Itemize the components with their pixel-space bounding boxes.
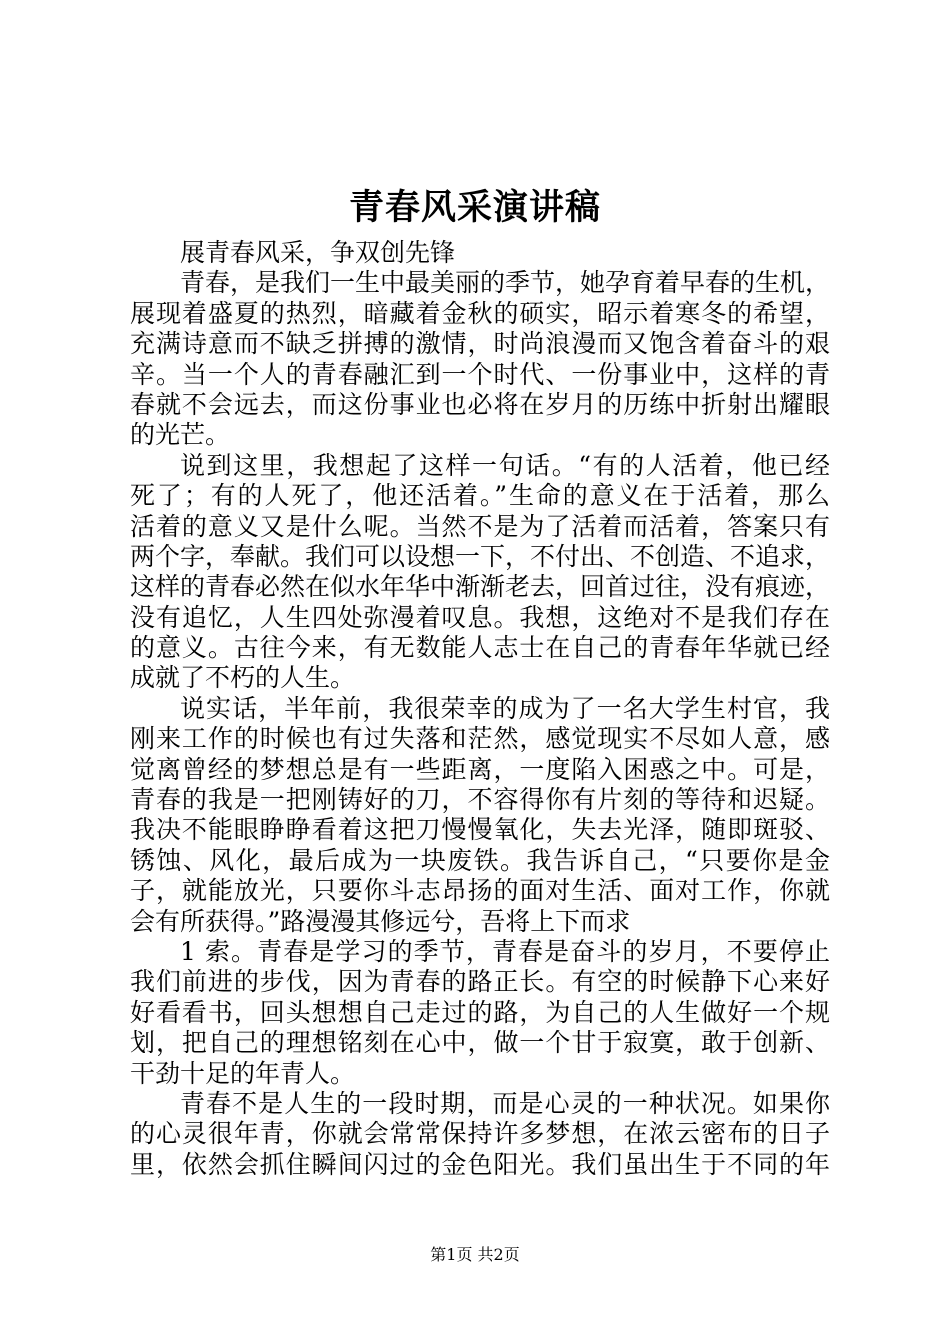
text-line: 划，把自己的理想铭刻在心中，做一个甘于寂寞，敢于创新、 — [130, 1028, 830, 1058]
text-line: 死了；有的人死了，他还活着。”生命的意义在于活着，那么 — [130, 481, 830, 511]
text-line: 两个字，奉献。我们可以设想一下，不付出、不创造、不追求， — [130, 541, 831, 571]
text-line: 我们前进的步伐，因为青春的路正长。有空的时候静下心来好 — [130, 967, 830, 997]
document-body — [130, 238, 830, 1180]
text-line: 好看看书，回头想想自己走过的路，为自己的人生做好一个规 — [130, 997, 830, 1027]
text-line: 里，依然会抓住瞬间闪过的金色阳光。我们虽出生于不同的年 — [130, 1149, 830, 1179]
text-line: 青春不是人生的一段时期，而是心灵的一种状况。如果你 — [180, 1088, 830, 1118]
text-line: 这样的青春必然在似水年华中渐渐老去，回首过往，没有痕迹， — [130, 572, 831, 602]
document-title: 青春风采演讲稿 — [348, 187, 601, 228]
text-line: 辛。当一个人的青春融汇到一个时代、一份事业中，这样的青 — [130, 359, 830, 389]
text-line: 展青春风采，争双创先锋 — [180, 238, 456, 267]
text-line: 说到这里，我想起了这样一句话。“有的人活着，他已经 — [180, 450, 830, 480]
text-line: 会有所获得。”路漫漫其修远兮，吾将上下而求 — [130, 906, 631, 936]
text-line: 的光芒。 — [130, 420, 231, 450]
text-line: 锈蚀、风化，最后成为一块废铁。我告诉自己，“只要你是金 — [130, 845, 830, 875]
text-line: 我决不能眼睁睁看着这把刀慢慢氧化，失去光泽，随即斑驳、 — [130, 815, 830, 845]
text-line: 活着的意义又是什么呢。当然不是为了活着而活着，答案只有 — [130, 511, 830, 541]
text-line: 干劲十足的年青人。 — [130, 1058, 356, 1088]
text-line: 说实话，半年前，我很荣幸的成为了一名大学生村官，我 — [180, 693, 830, 723]
page-footer: 第1页 共2页 — [430, 1245, 520, 1264]
text-line: 展现着盛夏的热烈，暗藏着金秋的硕实，昭示着寒冬的希望， — [130, 298, 830, 328]
text-line: 的心灵很年青，你就会常常保持许多梦想，在浓云密布的日子 — [130, 1119, 830, 1149]
text-line: 刚来工作的时候也有过失落和茫然，感觉现实不尽如人意，感 — [130, 724, 830, 754]
text-line: 成就了不朽的人生。 — [130, 663, 356, 693]
text-line: 的意义。古往今来，有无数能人志士在自己的青春年华就已经 — [130, 633, 830, 663]
text-line: 1 索。青春是学习的季节，青春是奋斗的岁月，不要停止 — [180, 936, 830, 966]
text-line: 青春，是我们一生中最美丽的季节，她孕育着早春的生机， — [180, 268, 831, 298]
text-line: 没有追忆，人生四处弥漫着叹息。我想，这绝对不是我们存在 — [130, 602, 830, 632]
text-line: 青春的我是一把刚铸好的刀，不容得你有片刻的等待和迟疑。 — [130, 785, 830, 815]
text-line: 充满诗意而不缺乏拼搏的激情，时尚浪漫而又饱含着奋斗的艰 — [130, 329, 830, 359]
text-line: 春就不会远去，而这份事业也必将在岁月的历练中折射出耀眼 — [130, 389, 830, 419]
text-line: 觉离曾经的梦想总是有一些距离，一度陷入困惑之中。可是， — [130, 754, 830, 784]
text-line: 子，就能放光，只要你斗志昂扬的面对生活、面对工作，你就 — [130, 876, 830, 906]
